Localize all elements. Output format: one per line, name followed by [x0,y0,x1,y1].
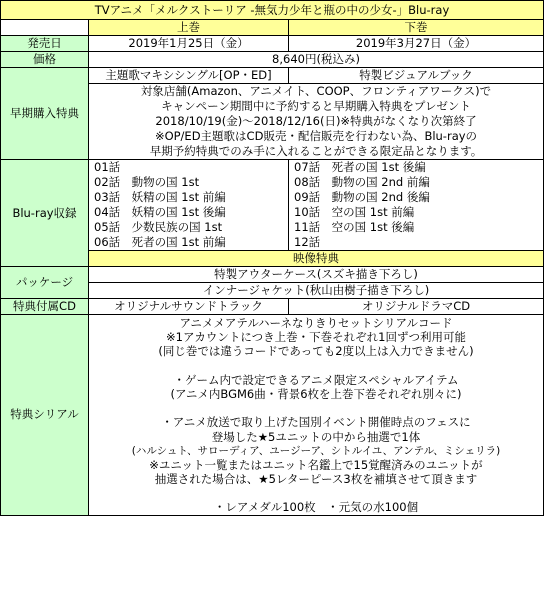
early-bonus-upper: 主題歌マキシシングル[OP・ED] [89,68,289,84]
serial-line: ※1アカウントにつき上巻・下巻それぞれ1回ずつ利用可能 [166,330,466,345]
serial-line: ・ゲーム内で設定できるアニメ限定スペシャルアイテム [173,372,459,387]
episode-item: 11話 空の国 1st 後編 [294,220,415,234]
package-label: パッケージ [1,267,89,299]
volume-lower-header: 下巻 [289,20,544,36]
early-bonus-label: 早期購入特典 [1,68,89,160]
header-blank [1,20,89,36]
early-bonus-line: 早期予約特典でのみ手に入れることができる限定品となります。 [149,144,483,158]
serial-line: 登場した★5ユニットの中から抽選で1体 [211,429,421,444]
release-lower: 2019年3月27日（金） [289,36,544,52]
episode-item: 12話 [294,235,321,249]
episode-item: 07話 死者の国 1st 後編 [294,160,426,174]
early-bonus-line: ※OP/ED主題歌はCD販売・配信販売を行わない為、Blu-rayの [154,129,478,143]
serial-line: (アニメ内BGM6曲・背景6枚を上巻下巻それぞれ別々に) [170,386,462,401]
package-outer: 特製アウターケース(スズキ描き下ろし) [89,267,544,283]
early-bonus-line: 対象店舗(Amazon、アニメイト、COOP、フロンティアワークス)で [140,84,492,98]
episode-item: 08話 動物の国 2nd 前編 [294,175,430,189]
upper-episode-list [89,160,289,251]
early-bonus-line: 2018/10/19(金)〜2018/12/16(日)※特典がなくなり次第終了 [155,114,477,128]
table-title: TVアニメ「メルクストーリア -無気力少年と瓶の中の少女-」Blu-ray [1,1,544,20]
episode-item: 03話 妖精の国 1st 前編 [94,190,226,204]
episode-item: 01話 [94,160,121,174]
episode-item: 05話 少数民族の国 1st [94,220,223,234]
episode-item: 02話 動物の国 1st [94,175,200,189]
serial-line: アニメメアテルハーネなりきりセットシリアルコード [179,316,453,330]
serial-line [91,359,541,373]
video-bonus: 映像特典 [89,251,544,267]
early-bonus-line: キャンペーン期間中に予約すると早期購入特典をプレゼント [161,99,471,113]
cd-lower: オリジナルドラマCD [289,299,544,315]
cd-label: 特典付属CD [1,299,89,315]
price-value: 8,640円(税込み) [89,52,544,68]
serial-label: 特典シリアル [1,315,89,516]
early-bonus-lower: 特製ビジュアルブック [289,68,544,84]
lower-episode-list [289,160,544,251]
bluray-label: Blu-ray収録 [1,160,89,267]
package-inner: インナージャケット(秋山由樹子描き下ろし) [89,283,544,299]
serial-description [89,315,544,516]
episode-item: 06話 死者の国 1st 前編 [94,235,226,249]
serial-line: 抽選された場合は、★5レターピース3枚を補填させて頂きます [154,472,478,487]
release-upper: 2019年1月25日（金） [89,36,289,52]
price-label: 価格 [1,52,89,68]
serial-line [91,401,541,415]
episode-item: 09話 動物の国 2nd 後編 [294,190,430,204]
serial-line: ※ユニット一覧またはユニット名鑑上で15覚醒済みのユニットが [149,457,483,472]
early-bonus-description [89,84,544,160]
episode-item: 10話 空の国 1st 前編 [294,205,415,219]
cd-upper: オリジナルサウンドトラック [89,299,289,315]
volume-upper-header: 上巻 [89,20,289,36]
episode-item: 04話 妖精の国 1st 後編 [94,205,226,219]
release-label: 発売日 [1,36,89,52]
serial-line: (ハルシュト、サローディア、ユージーア、シトルイユ、アンテル、ミシェリラ) [131,444,501,457]
serial-line: ・アニメ放送で取り上げた国別イベント開催時点のフェスに [161,415,471,430]
serial-line: ・レアメダル100枚 ・元気の水100個 [213,500,419,515]
serial-line: (同じ巻では違うコードであっても2度以上は入力できません) [158,344,474,359]
serial-line [91,486,541,500]
